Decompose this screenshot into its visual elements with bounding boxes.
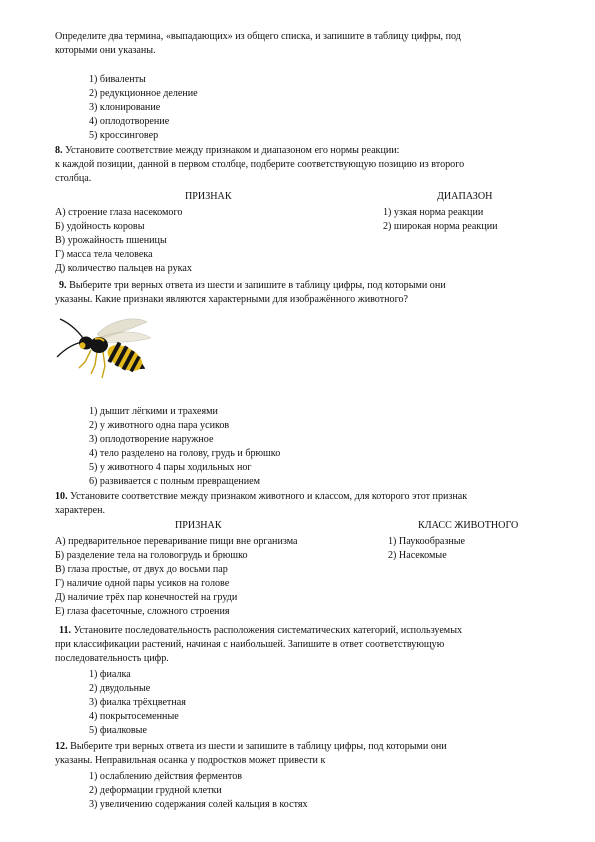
intro-line-2: которыми они указаны. xyxy=(55,45,156,56)
intro-line-1: Определите два термина, «выпадающих» из общего списка, и запишите в таблицу цифры, под xyxy=(55,31,461,42)
q8-number: 8. xyxy=(55,145,63,156)
q9-option-6: 6) развивается с полным превращением xyxy=(89,476,260,487)
q12-line-2: указаны. Неправильная осанка у подростков может привести к xyxy=(55,755,326,766)
q10-column-header-right: КЛАСС ЖИВОТНОГО xyxy=(418,520,519,531)
q9-option-1: 1) дышит лёгкими и трахеями xyxy=(89,406,218,417)
wasp-face xyxy=(80,342,86,348)
q11-option-3: 3) фиалка трёхцветная xyxy=(89,697,186,708)
wasp-image xyxy=(55,308,165,396)
q11-line-3: последовательность цифр. xyxy=(55,653,169,664)
q8-left-item-c: В) урожайность пшеницы xyxy=(55,235,167,246)
q12-number: 12. xyxy=(55,741,68,752)
q11-number: 11. xyxy=(59,625,72,636)
q10-left-item-e: Д) наличие трёх пар конечностей на груди xyxy=(55,592,238,603)
q10-column-header-left: ПРИЗНАК xyxy=(175,520,222,531)
q12-text-1: Выберите три верных ответа из шести и запишите в таблицу цифры, под которыми они xyxy=(67,741,447,752)
q10-left-item-a: А) предварительное переваривание пищи вне организма xyxy=(55,536,298,547)
q10-line-1 xyxy=(55,490,467,504)
q8-left-item-b: Б) удойность коровы xyxy=(55,221,145,232)
q8-left-item-d: Г) масса тела человека xyxy=(55,249,153,260)
q12-option-2: 2) деформации грудной клетки xyxy=(89,785,222,796)
q9-option-3: 3) оплодотворение наружное xyxy=(89,434,214,445)
wasp-abdomen xyxy=(103,339,150,378)
q8-line-2: к каждой позиции, данной в первом столбце, подберите соответствующую позицию из второго xyxy=(55,159,465,170)
q8-line-1 xyxy=(55,144,399,158)
intro-option-3: 3) клонирование xyxy=(89,102,161,113)
wasp-leg-1 xyxy=(79,350,91,368)
wasp-antenna-upper xyxy=(60,319,83,338)
q8-column-header-right: ДИАПАЗОН xyxy=(437,191,493,202)
intro-option-5: 5) кроссинговер xyxy=(89,130,159,141)
q8-line-3: столбца. xyxy=(55,173,92,184)
wasp-antenna-lower xyxy=(57,342,82,357)
q11-option-4: 4) покрытосеменные xyxy=(89,711,179,722)
q11-line-2: при классификации растений, начиная с наибольшей. Запишите в ответ соответствующую xyxy=(55,639,445,650)
intro-option-4: 4) оплодотворение xyxy=(89,116,170,127)
q10-line-2: характерен. xyxy=(55,505,106,516)
wasp-thorax xyxy=(90,337,108,353)
q8-right-item-1: 1) узкая норма реакции xyxy=(383,207,484,218)
q12-line-1 xyxy=(55,740,447,754)
q8-left-item-e: Д) количество пальцев на руках xyxy=(55,263,192,274)
q10-right-item-1: 1) Паукообразные xyxy=(388,536,466,547)
q8-right-item-2: 2) широкая норма реакции xyxy=(383,221,498,232)
q9-line-2: указаны. Какие признаки являются характерными для изображённого животного? xyxy=(55,294,408,305)
q8-text-1: Установите соответствие между признаком и диапазоном его нормы реакции: xyxy=(62,145,400,156)
q10-left-item-f: Е) глаза фасеточные, сложного строения xyxy=(55,606,230,617)
q10-number: 10. xyxy=(55,491,68,502)
q8-column-header-left: ПРИЗНАК xyxy=(185,191,232,202)
q11-line-1 xyxy=(59,624,462,638)
wasp-leg-3 xyxy=(102,352,105,378)
q11-option-1: 1) фиалка xyxy=(89,669,131,680)
q10-left-item-d: Г) наличие одной пары усиков на голове xyxy=(55,578,230,589)
q12-option-3: 3) увеличению содержания солей кальция в костях xyxy=(89,799,308,810)
q12-option-1: 1) ослаблению действия ферментов xyxy=(89,771,243,782)
q10-left-item-c: В) глаза простые, от двух до восьми пар xyxy=(55,564,228,575)
q9-option-5: 5) у животного 4 пары ходильных ног xyxy=(89,462,252,473)
intro-option-2: 2) редукционное деление xyxy=(89,88,198,99)
q8-left-item-a: А) строение глаза насекомого xyxy=(55,207,183,218)
q10-left-item-b: Б) разделение тела на головогрудь и брюшко xyxy=(55,550,248,561)
q9-text-1: Выберите три верных ответа из шести и запишите в таблицу цифры, под которыми они xyxy=(66,280,446,291)
q9-option-4: 4) тело разделено на голову, грудь и брюшко xyxy=(89,448,281,459)
q9-option-2: 2) у животного одна пара усиков xyxy=(89,420,230,431)
q11-option-5: 5) фиалковые xyxy=(89,725,147,736)
q10-text-1: Установите соответствие между признаком животного и классом, для которого этот признак xyxy=(67,491,468,502)
q11-option-2: 2) двудольные xyxy=(89,683,151,694)
wasp-leg-2 xyxy=(91,352,97,374)
q9-line-1 xyxy=(59,279,446,293)
intro-option-1: 1) биваленты xyxy=(89,74,146,85)
q10-right-item-2: 2) Насекомые xyxy=(388,550,447,561)
q9-number: 9. xyxy=(59,280,67,291)
q11-text-1: Установите последовательность расположения систематических категорий, используемых xyxy=(71,625,463,636)
